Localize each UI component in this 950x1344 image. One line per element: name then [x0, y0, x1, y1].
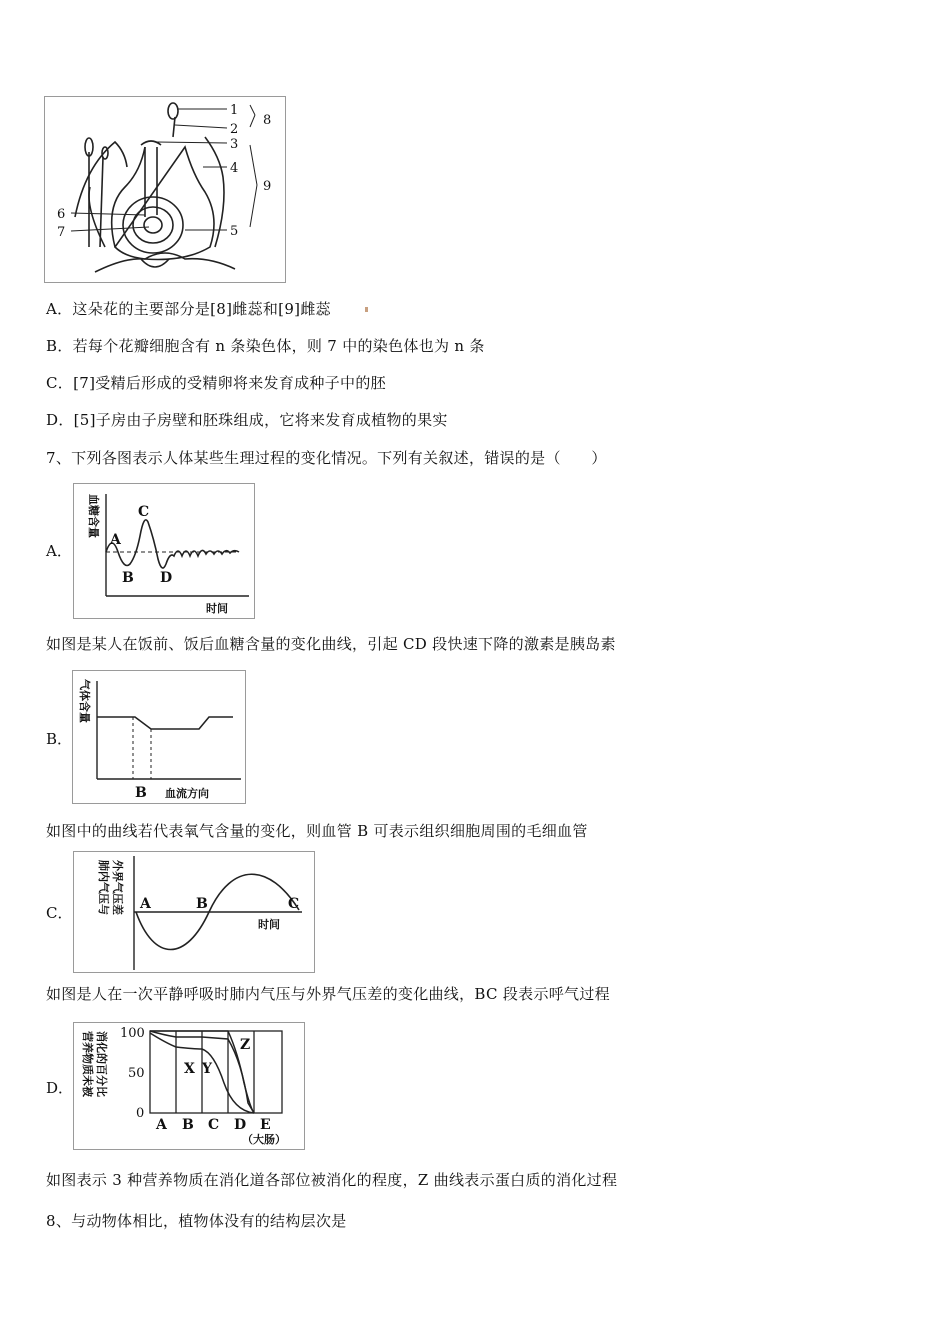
digestion-chart	[73, 1022, 305, 1150]
lung-pressure-point-c: C	[288, 896, 300, 912]
q7-b-text: 如图中的曲线若代表氧气含量的变化，则血管 B 可表示组织细胞周围的毛细血管	[46, 822, 588, 840]
q7-d-text: 如图表示 3 种营养物质在消化道各部位被消化的程度，Z 曲线表示蛋白质的消化过程	[46, 1171, 618, 1189]
digestion-xtick-b: B	[182, 1117, 194, 1133]
blood-sugar-point-c: C	[138, 504, 150, 520]
flower-diagram	[44, 96, 286, 283]
blood-sugar-point-b: B	[122, 570, 134, 586]
digestion-xnote: （大肠）	[242, 1133, 286, 1146]
digestion-ylabel-1: 营养物质未被	[81, 1031, 94, 1097]
digestion-curve-x: X	[184, 1061, 195, 1077]
q6-option-b: B．若每个花瓣细胞含有 n 条染色体，则 7 中的染色体也为 n 条	[46, 337, 485, 355]
blood-sugar-chart	[73, 483, 255, 619]
flower-label-5: 5	[230, 224, 239, 239]
q7-stem: 7、下列各图表示人体某些生理过程的变化情况。下列有关叙述，错误的是（ ）	[46, 449, 607, 467]
lung-pressure-point-b: B	[196, 896, 208, 912]
digestion-xtick-a: A	[156, 1117, 167, 1133]
digestion-ytick-0: 0	[136, 1106, 145, 1121]
lung-pressure-chart	[73, 851, 315, 973]
digestion-ylabel-2: 消化的百分比	[95, 1031, 108, 1097]
flower-label-8: 8	[263, 113, 272, 128]
q7-b-label: B．	[46, 730, 73, 748]
q7-d-label: D．	[46, 1079, 74, 1097]
digestion-xtick-c: C	[208, 1117, 220, 1133]
lung-pressure-ylabel-1: 肺内气压与	[97, 860, 110, 915]
q6-option-a: A．这朵花的主要部分是[8]雌蕊和[9]雌蕊	[46, 300, 331, 318]
digestion-curve-y: Y	[202, 1061, 212, 1077]
flower-label-7: 7	[57, 225, 66, 240]
flower-label-3: 3	[230, 137, 239, 152]
q7-a-label: A．	[46, 542, 72, 560]
flower-label-6: 6	[57, 207, 66, 222]
q6-option-c: C．[7]受精后形成的受精卵将来发育成种子中的胚	[46, 374, 386, 392]
q7-a-text: 如图是某人在饭前、饭后血糖含量的变化曲线，引起 CD 段快速下降的激素是胰岛素	[46, 635, 616, 653]
q8-stem: 8、与动物体相比，植物体没有的结构层次是	[46, 1212, 347, 1230]
digestion-curve-z: Z	[240, 1037, 251, 1053]
blood-sugar-point-d: D	[160, 570, 173, 586]
q7-c-text: 如图是人在一次平静呼吸时肺内气压与外界气压差的变化曲线，BC 段表示呼气过程	[46, 985, 610, 1003]
lung-pressure-point-a: A	[140, 896, 151, 912]
flower-label-9: 9	[263, 179, 272, 194]
blood-sugar-xlabel: 时间	[206, 602, 228, 615]
lung-pressure-xlabel: 时间	[258, 918, 280, 931]
blood-sugar-point-a: A	[110, 532, 121, 548]
digestion-ytick-100: 100	[120, 1026, 145, 1041]
flower-label-2: 2	[230, 122, 239, 137]
lung-pressure-chart-drawing	[74, 852, 316, 974]
gas-content-point-b: B	[135, 785, 147, 801]
blood-sugar-chart-drawing	[74, 484, 256, 620]
flower-label-4: 4	[230, 161, 239, 176]
flower-label-1: 1	[230, 103, 239, 118]
blood-sugar-ylabel: 血糖含量	[87, 494, 100, 538]
q7-c-label: C．	[46, 904, 73, 922]
flower-diagram-drawing	[45, 97, 287, 284]
gas-content-xlabel: 血流方向	[165, 787, 209, 800]
digestion-xtick-e: E	[260, 1117, 271, 1133]
stray-mark	[365, 307, 368, 312]
digestion-xtick-d: D	[234, 1117, 247, 1133]
q6-option-d: D．[5]子房由子房壁和胚珠组成，它将来发育成植物的果实	[46, 411, 448, 429]
lung-pressure-ylabel-2: 外界气压差	[111, 860, 124, 915]
digestion-chart-drawing	[74, 1023, 306, 1151]
digestion-ytick-50: 50	[128, 1066, 145, 1081]
gas-content-chart	[72, 670, 246, 804]
gas-content-chart-drawing	[73, 671, 247, 805]
gas-content-ylabel: 气体含量	[78, 679, 91, 723]
